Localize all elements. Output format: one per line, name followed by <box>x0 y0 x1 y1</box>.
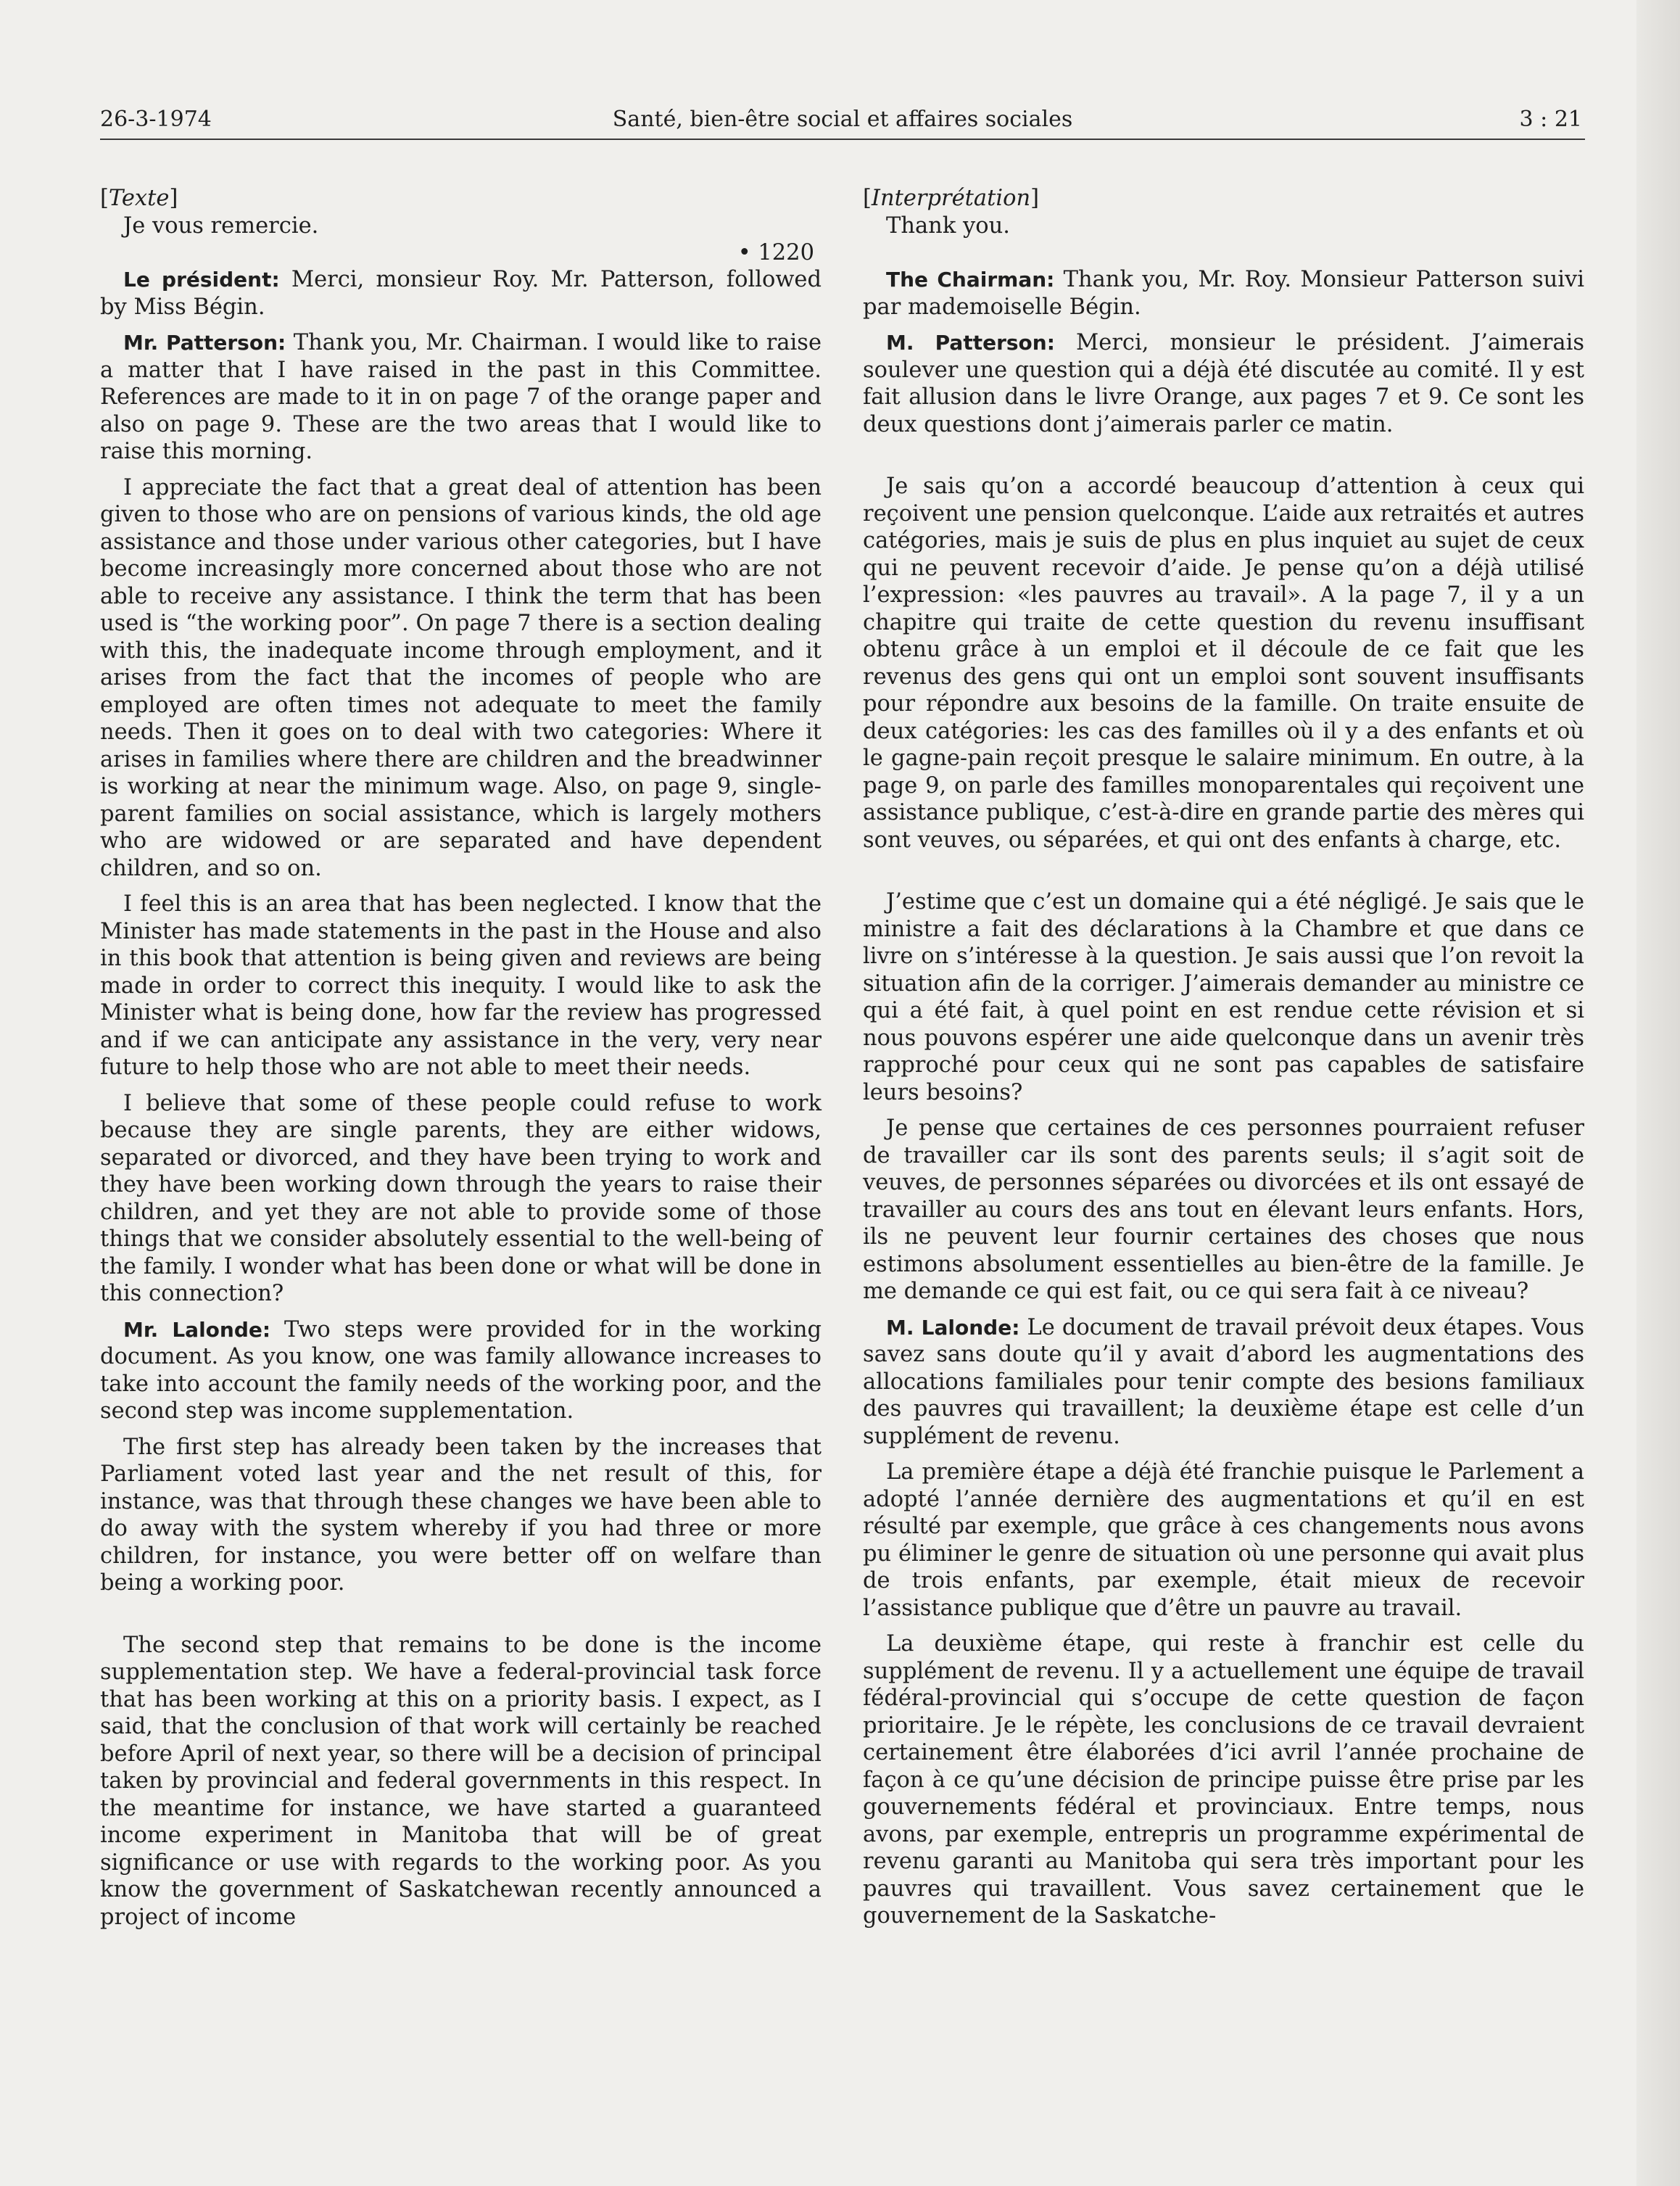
speaker-name: The Chairman: <box>886 268 1055 292</box>
paragraph <box>100 1316 822 1425</box>
paragraph: I appreciate the fact that a great deal of attention has been given to those who are on pensions of various kinds, the old age assistance and those under various other categories, but I have become increasingly more concerned about those who are not able to receive any assistance. I think the term that has been used is “the working poor”. On page 7 there is a section dealing with this, the inadequate income through employment, and it arises from the fact that the incomes of people who are employed are often times not adequate to meet the family needs. Then it goes on to deal with two categories: Where it arises in families where there are children and the breadwinner is working at near the minimum wage. Also, on page 9, single-parent families on social assistance, which is largely mothers who are widowed or are separated and have dependent children, and so on. <box>100 474 822 881</box>
right-column-french <box>863 185 1584 1930</box>
running-header <box>100 105 1585 140</box>
paragraph <box>100 329 822 466</box>
header-date: 26-3-1974 <box>100 107 212 132</box>
speech-text: Thank you, Mr. Chairman. I would like to raise a matter that I have raised in the past in this Committee. References are made to it in on page 7 of the orange paper and also on page 9. These are the two areas that I would like to raise this morning. <box>100 330 822 464</box>
paragraph <box>863 266 1584 321</box>
speaker-name: Le président: <box>123 268 280 292</box>
paragraph: La première étape a déjà été franchie puisque le Parlement a adopté l’année dernière des augmentations et qu’il en est résulté par exemple, que grâce à ces changements nous avons pu éliminer le genre de situation où une personne qui avait plus de trois enfants, par exemple, était mieux de recevoir l’assistance publique que d’être un pauvre au travail. <box>863 1459 1584 1621</box>
speaker-name: M. Patterson: <box>886 331 1055 355</box>
language-label-text: Texte <box>108 186 170 211</box>
language-label-text: Interprétation <box>871 186 1031 211</box>
paragraph <box>863 329 1584 438</box>
paragraph <box>100 266 822 321</box>
time-marker: • 1220 <box>737 240 814 265</box>
paragraph: The first step has already been taken by the increases that Parliament voted last year and the net result of this, for instance, was that through these changes we have been able to do away with the system whereby if you had three or more children, for instance, you were better off on welfare than being a working poor. <box>100 1434 822 1596</box>
header-title: Santé, bien-être social et affaires sociales <box>612 107 1073 132</box>
paragraph: I feel this is an area that has been neglected. I know that the Minister has made statements in the past in the House and also in this book that attention is being given and reviews are being made in order to correct this inequity. I would like to ask the Minister what is being done, how far the review has progressed and if we can anticipate any assistance in the very, very near future to help those who are not able to meet their needs. <box>100 891 822 1080</box>
paragraph: I believe that some of these people could refuse to work because they are single parents, they are either widows, separated or divorced, and they have been trying to work and they have been working down through the years to raise their children, and yet they are not able to provide some of those things that we consider absolutely essential to the well-being of the family. I wonder what has been done or what will be done in this connection? <box>100 1090 822 1306</box>
speech-text: Thank you, Mr. Roy. Monsieur Patterson suivi par mademoiselle Bégin. <box>863 267 1584 320</box>
paragraph: La deuxième étape, qui reste à franchir est celle du supplément de revenu. Il y a actuellement une équipe de travail fédéral-provincial qui s’occupe de cette question de façon prioritaire. Je le répète, les conclusions de ce travail devraient certainement être élaborées d’ici avril l’année prochaine de façon à ce qu’une décision de principe puisse être prise par les gouvernements fédéral et provinciaux. Entre temps, nous avons, par exemple, entrepris un programme expérimental de revenu garanti au Manitoba qui sera très important pour les pauvres qui travaillent. Vous savez certainement que le gouvernement de la Saskatche- <box>863 1631 1584 1929</box>
header-page-number: 3 : 21 <box>1519 107 1582 132</box>
time-marker-spacer <box>863 239 1584 266</box>
paragraph <box>863 1314 1584 1451</box>
speaker-name: Mr. Patterson: <box>123 331 286 355</box>
paragraph: Je vous remercie. <box>123 213 319 239</box>
speech-text: Merci, monsieur Roy. Mr. Patterson, followed by Miss Bégin. <box>100 267 822 320</box>
page-edge <box>1636 0 1680 2186</box>
speech-text: Le document de travail prévoit deux étapes. Vous savez sans doute qu’il y avait d’abord les augmentations des allocations familiales pour tenir compte des besions familiaux des pauvres qui travaillent; la deuxième étape est celle d’un supplément de revenu. <box>863 1314 1584 1449</box>
paragraph: Thank you. <box>886 213 1010 239</box>
paragraph: The second step that remains to be done is the income supplementation step. We have a federal-provincial task force that has been working at this on a priority basis. I expect, as I said, that the conclusion of that work will certainly be reached before April of next year, so there will be a decision of principal taken by provincial and federal governments in this respect. In the meantime for instance, we have started a guaranteed income experiment in Manitoba that will be of great significance or use with regards to the working poor. As you know the government of Saskatchewan recently announced a project of income <box>100 1632 822 1930</box>
speech-text: Merci, monsieur le président. J’aimerais soulever une question qui a déjà été discutée au comité. Il y est fait allusion dans le livre Orange, aux pages 7 et 9. Ce sont les deux questions dont j’aimerais parler ce matin. <box>863 330 1585 437</box>
language-label: [Texte] <box>100 186 178 211</box>
left-column-english <box>100 185 822 1931</box>
paragraph: J’estime que c’est un domaine qui a été négligé. Je sais que le ministre a fait des déclarations à la Chambre et que dans ce livre on s’intéresse à la question. Je sais aussi que l’on revoit la situation afin de la corriger. J’aimerais demander au ministre ce qui a été fait, à quel point en est rendue cette révision et si nous pouvons espérer une aide quelconque dans un avenir très rapproché pour ceux qui ne sont pas capables de satisfaire leurs besoins? <box>863 889 1584 1105</box>
speaker-name: M. Lalonde: <box>886 1315 1020 1340</box>
paragraph: Je sais qu’on a accordé beaucoup d’attention à ceux qui reçoivent une pension quelconque. L’aide aux retraités et autres catégories, mais je suis de plus en plus inquiet au sujet de ceux qui ne peuvent recevoir d’aide. Je pense qu’on a déjà utilisé l’expression: «les pauvres au travail». A la page 7, il y a un chapitre qui traite de cette question du revenu insuffisant obtenu grâce à un emploi et il découle de ce fait que les revenus des gens qui ont un emploi sont souvent insuffisants pour répondre aux besoins de la famille. On traite ensuite de deux catégories: les cas des familles où il y a des enfants et où le gagne-pain reçoit presque le salaire minimum. En outre, à la page 9, on parle des familles monoparentales qui reçoivent une assistance publique, c’est-à-dire en grande partie des mères qui sont veuves, ou séparées, et qui ont des enfants à charge, etc. <box>863 474 1584 853</box>
speech-text: Two steps were provided for in the working document. As you know, one was family allowance increases to take into account the family needs of the working poor, and the second step was income supplementation. <box>100 1316 822 1424</box>
speaker-name: Mr. Lalonde: <box>123 1317 271 1342</box>
paragraph: Je pense que certaines de ces personnes pourraient refuser de travailler car ils sont des parents seuls; il s’agit soit de veuves, de personnes séparées ou divorcées et ils ont essayé de travailler au cours des ans tout en élevant leurs enfants. Hors, ils ne peuvent leur fournir certaines des choses que nous estimons absolument essentielles au bien-être de la famille. Je me demande ce qui est fait, ou ce qui sera fait à ce niveau? <box>863 1115 1584 1304</box>
language-label: [Interprétation] <box>863 186 1040 211</box>
